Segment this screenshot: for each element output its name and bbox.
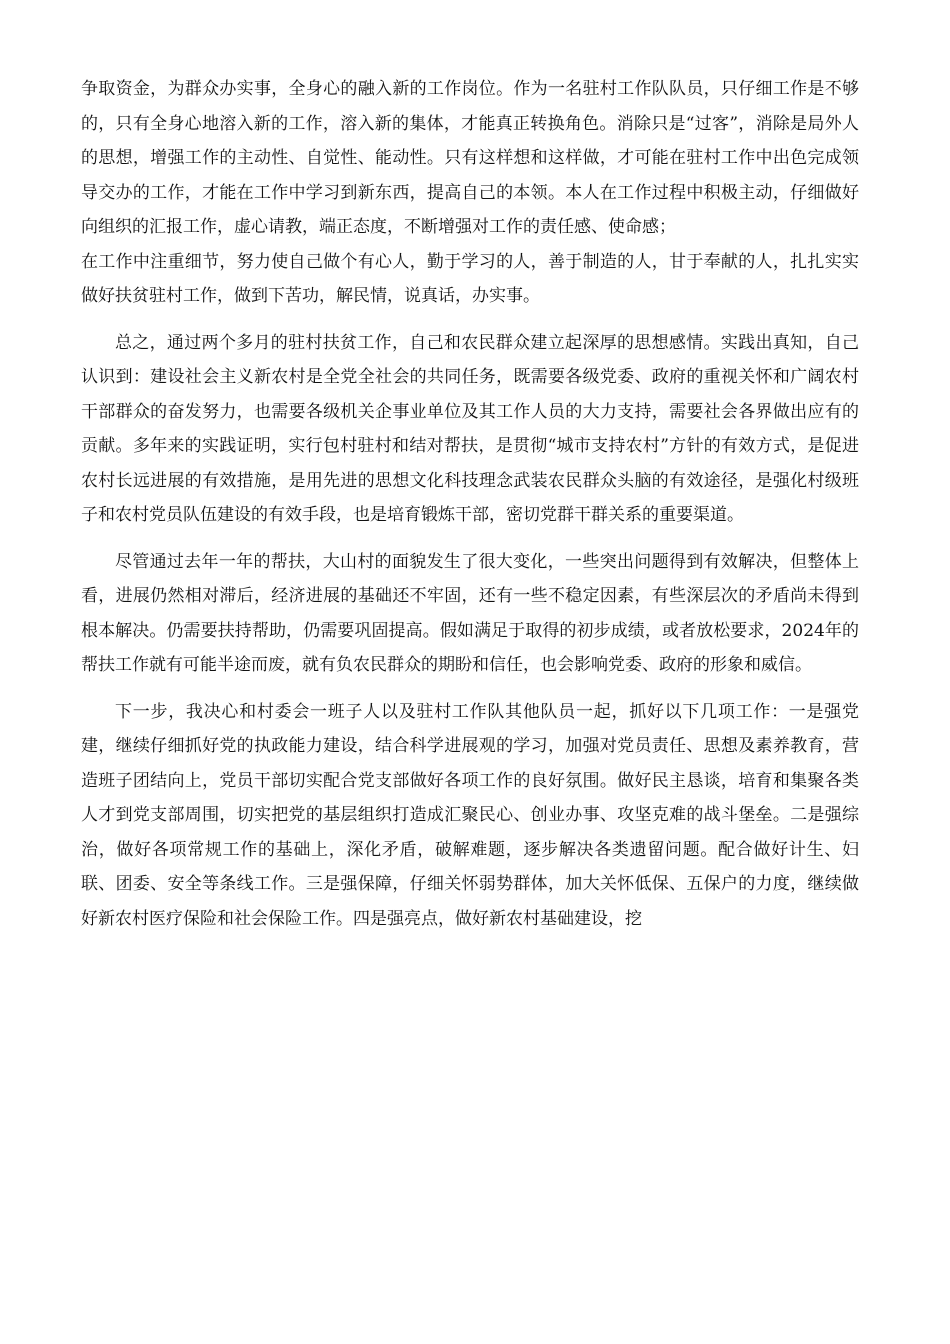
paragraph-3: 总之，通过两个多月的驻村扶贫工作，自己和农民群众建立起深厚的思想感情。实践出真知，自己认识到：建设社会主义新农村是全党全社会的共同任务，既需要各级党委、政府的重视关怀和广阔农村干部群众的奋发努力，也需要各级机关企事业单位及其工作人员的大力支持，需要社会各界做出应有的贡献。多年来的实践证明，实行包村驻村和结对帮扶，是贯彻“城市支持农村”方针的有效方式，是促进农村长远进展的有效措施，是用先进的思想文化科技理念武装农民群众头脑的有效途径，是强化村级班子和农村党员队伍建设的有效手段，也是培育锻炼干部，密切党群干群关系的重要渠道。 xyxy=(81,332,859,525)
paragraph-1: 争取资金，为群众办实事，全身心的融入新的工作岗位。作为一名驻村工作队队员，只仔细工作是不够的，只有全身心地溶入新的工作，溶入新的集体，才能真正转换角色。消除只是“过客”，消除是局外人的思想，增强工作的主动性、自觉性、能动性。只有这样想和这样做，才可能在驻村工作中出色完成领导交办的工作，才能在工作中学习到新东西，提高自己的本领。本人在工作过程中积极主动，仔细做好向组织的汇报工作，虚心请教，端正态度，不断增强对工作的责任感、使命感； xyxy=(81,79,859,237)
paragraph-4: 尽管通过去年一年的帮扶，大山村的面貌发生了很大变化，一些突出问题得到有效解决，但整体上看，进展仍然相对滞后，经济进展的基础还不牢固，还有一些不稳定因素，有些深层次的矛盾尚未得到根本解决。仍需要扶持帮助，仍需要巩固提高。假如满足于取得的初步成绩，或者放松要求，2024年的帮扶工作就有可能半途而废，就有负农民群众的期盼和信任，也会影响党委、政府的形象和威信。 xyxy=(81,551,859,675)
document-page xyxy=(81,72,859,936)
paragraph-5: 下一步，我决心和村委会一班子人以及驻村工作队其他队员一起，抓好以下几项工作：一是强党建，继续仔细抓好党的执政能力建设，结合科学进展观的学习，加强对党员责任、思想及素养教育，营造班子团结向上，党员干部切实配合党支部做好各项工作的良好氛围。做好民主恳谈，培育和集聚各类人才到党支部周围，切实把党的基层组织打造成汇聚民心、创业办事、攻坚克难的战斗堡垒。二是强综治，做好各项常规工作的基础上，深化矛盾，破解难题，逐步解决各类遗留问题。配合做好计生、妇联、团委、安全等条线工作。三是强保障，仔细关怀弱势群体，加大关怀低保、五保户的力度，继续做好新农村医疗保险和社会保险工作。四是强亮点，做好新农村基础建设，挖 xyxy=(81,701,859,929)
paragraph-2: 在工作中注重细节，努力使自己做个有心人，勤于学习的人，善于制造的人，甘于奉献的人，扎扎实实做好扶贫驻村工作，做到下苦功，解民情，说真话，办实事。 xyxy=(81,251,859,306)
